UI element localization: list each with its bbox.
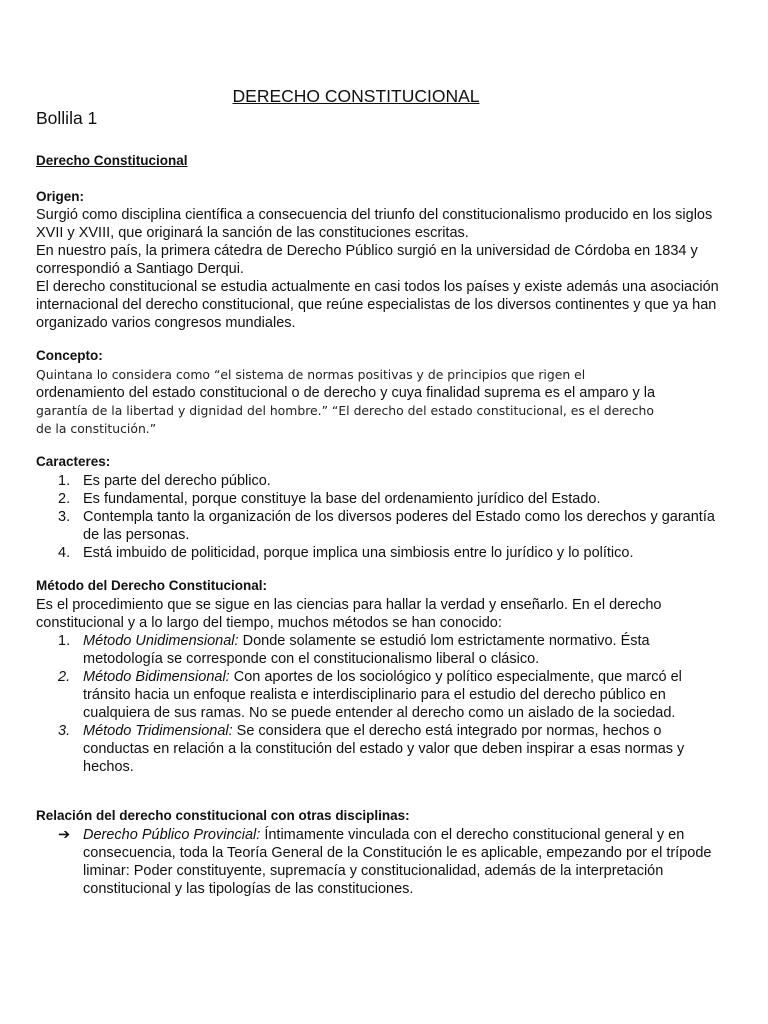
list-number: 1. — [58, 473, 71, 489]
list-number: 3. — [58, 723, 71, 739]
concepto-body — [36, 366, 736, 438]
list-text: Donde solamente se estudió lom estrictamente normativo. Ésta metodología se corresponde con el constitucionalismo liberal o clásico. — [83, 633, 650, 667]
list-text: Contempla tanto la organización de los diversos poderes del Estado como los derechos y garantía de las personas. — [83, 509, 715, 543]
concepto-line-2: ordenamiento del estado constitucional o de derecho y cuya finalidad suprema es el amparo y la — [36, 385, 656, 401]
list-number: 1. — [58, 633, 71, 649]
origen-paragraph-3: El derecho constitucional se estudia actualmente en casi todos los países y existe además una asociación internacional del derecho constitucional, que reúne especialistas de los diversos continentes y que ya han organizado varios congresos mundiales. — [36, 279, 719, 331]
relacion-list — [36, 826, 736, 898]
document-title: DERECHO CONSTITUCIONAL — [232, 86, 480, 106]
origen-body — [36, 206, 736, 332]
discipline-label: Derecho Público Provincial: — [83, 827, 261, 843]
metodo-intro: Es el procedimiento que se sigue en las ciencias para hallar la verdad y enseñarlo. En el derecho constitucional y a lo largo del tiempo, muchos métodos se han conocido: — [36, 597, 662, 631]
arrow-bullet-icon: ➔ — [58, 827, 71, 843]
concepto-heading: Concepto: — [36, 348, 103, 363]
caracteres-heading: Caracteres: — [36, 454, 111, 469]
metodo-heading: Método del Derecho Constitucional: — [36, 578, 268, 593]
caracteres-list — [36, 472, 736, 562]
method-label: Método Tridimensional: — [83, 723, 233, 739]
list-number: 3. — [58, 509, 71, 525]
method-label: Método Unidimensional: — [83, 633, 239, 649]
section-title: Derecho Constitucional — [36, 153, 188, 168]
list-item — [36, 508, 723, 544]
concepto-line-4: de la constitución.” — [36, 421, 157, 436]
list-item — [36, 632, 723, 668]
concepto-line-3: garantía de la libertad y dignidad del hombre.” “El derecho del estado constitucional, es el derecho — [36, 403, 654, 418]
list-item — [36, 490, 723, 508]
list-item — [36, 544, 723, 562]
list-item — [36, 668, 723, 722]
list-text: Íntimamente vinculada con el derecho constitucional general y en consecuencia, toda la Teoría General de la Constitución le es aplicable, empezando por el trípode liminar: Poder constituyente, supremacía y constitucionalidad, además de la interpretación constitucional y las tipologías de las constituciones. — [83, 827, 712, 897]
method-label: Método Bidimensional: — [83, 669, 230, 685]
metodo-body — [36, 596, 736, 776]
origen-heading: Origen: — [36, 189, 85, 204]
origen-paragraph-1: Surgió como disciplina científica a consecuencia del triunfo del constitucionalismo producido en los siglos XVII y XVIII, que originará la sanción de las constituciones escritas. — [36, 207, 713, 241]
concepto-line-1: Quintana lo considera como “el sistema de normas positivas y de principios que rigen el — [36, 367, 586, 382]
list-number: 4. — [58, 545, 71, 561]
list-text: Es parte del derecho público. — [83, 473, 271, 489]
list-number: 2. — [58, 669, 71, 685]
list-item — [36, 826, 723, 898]
list-text: Con aportes de los sociológico y político especialmente, que marcó el tránsito hacia un enfoque realista e interdisciplinario para el estudio del derecho público en cualquiera de sus ramas. No se puede entender al derecho como un aislado de la sociedad. — [83, 669, 682, 721]
list-number: 2. — [58, 491, 71, 507]
list-item — [36, 472, 723, 490]
list-text: Se considera que el derecho está integrado por normas, hechos o conductas en relación a la constitución del estado y valor que deben inspirar a esas normas y hechos. — [83, 723, 685, 775]
list-item — [36, 722, 723, 776]
origen-paragraph-2: En nuestro país, la primera cátedra de Derecho Público surgió en la universidad de Córdoba en 1834 y correspondió a Santiago Derqui. — [36, 243, 698, 277]
relacion-heading: Relación del derecho constitucional con otras disciplinas: — [36, 808, 410, 823]
document-subtitle: Bollila 1 — [36, 108, 98, 128]
list-text: Es fundamental, porque constituye la base del ordenamiento jurídico del Estado. — [83, 491, 601, 507]
list-text: Está imbuido de politicidad, porque implica una simbiosis entre lo jurídico y lo político. — [83, 545, 634, 561]
